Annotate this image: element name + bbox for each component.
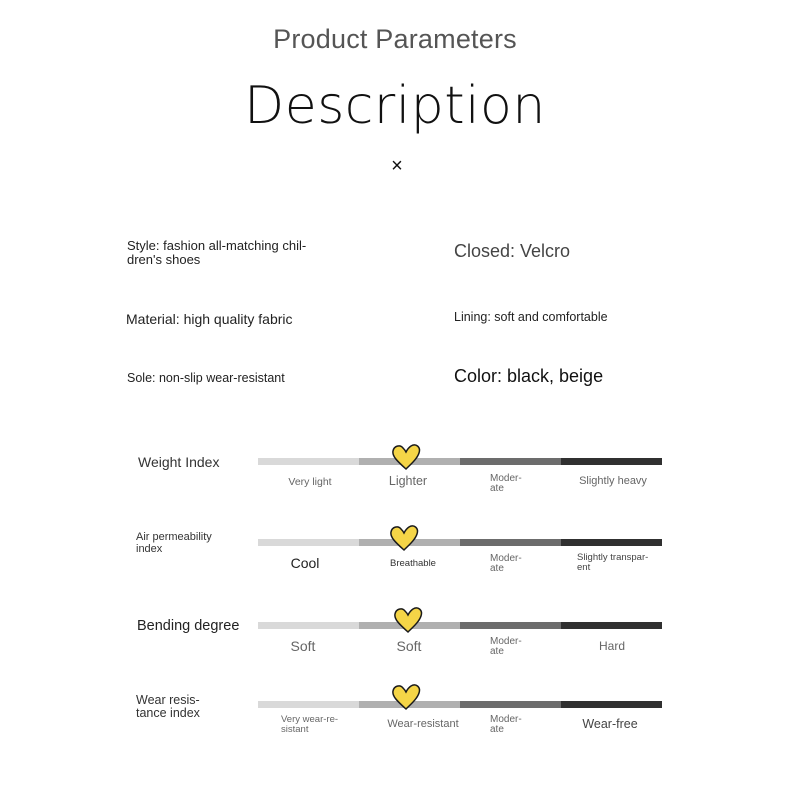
level-label: Cool	[290, 555, 320, 571]
level-label: Slightly heavy	[579, 475, 647, 487]
param-closed: Closed: Velcro	[454, 241, 571, 261]
level-label: Slightly transpar- ent	[577, 552, 649, 573]
index-bar-bending	[258, 622, 662, 629]
level-label: Very light	[288, 476, 332, 488]
bar-segment	[258, 539, 359, 546]
bar-segment	[561, 458, 662, 465]
index-bar-air	[258, 539, 662, 546]
level-label: Hard	[598, 639, 625, 653]
bar-segment	[561, 701, 662, 708]
level-label: Wear-free	[582, 717, 638, 731]
bar-segment	[258, 458, 359, 465]
index-bar-wear	[258, 701, 662, 708]
heart-marker-icon	[390, 443, 422, 471]
level-label: Moder- ate	[490, 636, 522, 657]
level-label: Wear-resistant	[387, 718, 459, 730]
level-label: Moder- ate	[490, 553, 522, 574]
heart-marker-icon	[388, 524, 420, 552]
param-sole: Sole: non-slip wear-resistant	[127, 371, 285, 385]
index-bar-weight	[258, 458, 662, 465]
index-label-wear: Wear resis- tance index	[136, 693, 200, 721]
bar-segment	[460, 539, 561, 546]
level-label: Moder- ate	[490, 714, 522, 735]
bar-segment	[561, 622, 662, 629]
index-label-air: Air permeability index	[136, 531, 212, 555]
bar-segment	[460, 701, 561, 708]
bar-segment	[561, 539, 662, 546]
level-label: Very wear-re- sistant	[281, 714, 339, 735]
param-material: Material: high quality fabric	[126, 311, 293, 327]
bar-segment	[460, 622, 561, 629]
page-subtitle: Product Parameters	[273, 24, 517, 54]
level-label: Soft	[290, 638, 316, 654]
level-label: Soft	[396, 638, 422, 654]
close-icon[interactable]: ×	[391, 155, 403, 177]
bar-segment	[258, 622, 359, 629]
bar-segment	[258, 701, 359, 708]
param-color: Color: black, beige	[454, 366, 604, 386]
bar-segment	[460, 458, 561, 465]
level-label: Breathable	[390, 558, 436, 569]
param-style: Style: fashion all-matching chil- dren's shoes	[127, 238, 307, 268]
index-label-weight: Weight Index	[138, 454, 220, 470]
level-label: Moder- ate	[490, 473, 522, 494]
heart-marker-icon	[392, 606, 424, 634]
level-label: Lighter	[388, 474, 428, 488]
heart-marker-icon	[390, 683, 422, 711]
page-title: Description	[244, 76, 546, 136]
index-label-bending: Bending degree	[137, 618, 240, 634]
param-lining: Lining: soft and comfortable	[454, 310, 608, 324]
